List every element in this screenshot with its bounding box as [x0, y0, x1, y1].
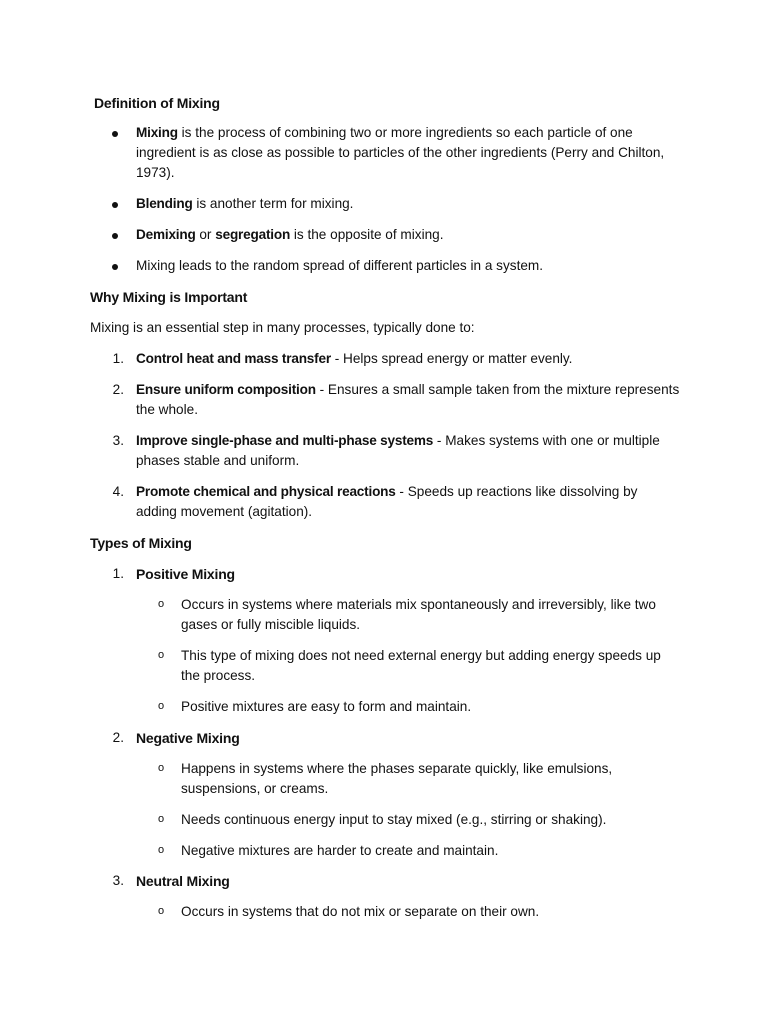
list-number: 2. [112, 382, 124, 397]
type-item: Occurs in systems that do not mix or separate on their own. [181, 904, 540, 919]
type-title-negative: Negative Mixing [136, 730, 240, 746]
definition-item-demixing [136, 225, 681, 245]
list-number: 3. [112, 433, 124, 448]
importance-item [136, 380, 681, 420]
list-number: 1. [112, 351, 124, 366]
bullet-o: o [158, 598, 165, 610]
importance-item-text: - Speeds up reactions like dissolving by adding movement (agitation). [136, 484, 638, 519]
type-item: This type of mixing does not need external energy but adding energy speeds up the process. [181, 648, 661, 683]
bullet-o: o [158, 762, 165, 774]
bullet-o: o [158, 844, 165, 856]
bullet-dot [112, 202, 118, 208]
type-title-positive: Positive Mixing [136, 566, 235, 582]
heading-definition: Definition of Mixing [94, 95, 220, 111]
bullet-dot [112, 233, 118, 239]
importance-item-title: Improve single-phase and multi-phase systems [136, 433, 434, 448]
type-item: Needs continuous energy input to stay mixed (e.g., stirring or shaking). [181, 812, 607, 827]
list-number: 3. [112, 873, 124, 888]
list-number: 2. [112, 730, 124, 745]
importance-item [136, 349, 681, 369]
term-demixing: Demixing [136, 227, 196, 242]
list-number: 1. [112, 566, 124, 581]
type-item: Happens in systems where the phases separate quickly, like emulsions, suspensions, or creams. [181, 761, 613, 796]
importance-item [136, 431, 681, 471]
definition-item-random: Mixing leads to the random spread of different particles in a system. [136, 258, 544, 273]
type-item: Positive mixtures are easy to form and maintain. [181, 699, 472, 714]
connector-text: or [195, 227, 216, 242]
bullet-dot [112, 131, 118, 137]
definition-text: is the process of combining two or more ingredients so each particle of one ingredient is as close as possible to particles of the other ingredients (Perry and Chilton, 1973). [136, 125, 665, 180]
definition-text: is another term for mixing. [192, 196, 354, 211]
importance-item-title: Control heat and mass transfer [136, 351, 331, 366]
list-number: 4. [112, 484, 124, 499]
bullet-o: o [158, 649, 165, 661]
type-item: Negative mixtures are harder to create and maintain. [181, 843, 499, 858]
heading-importance: Why Mixing is Important [90, 289, 248, 305]
importance-item [136, 482, 681, 522]
importance-item-text: - Makes systems with one or multiple phases stable and uniform. [136, 433, 660, 468]
term-mixing: Mixing [136, 125, 178, 140]
term-segregation: segregation [215, 227, 291, 242]
definition-text: is the opposite of mixing. [290, 227, 444, 242]
type-item: Occurs in systems where materials mix spontaneously and irreversibly, like two gases or fully miscible liquids. [181, 597, 656, 632]
importance-item-text: - Helps spread energy or matter evenly. [330, 351, 573, 366]
type-title-neutral: Neutral Mixing [136, 873, 230, 889]
importance-item-title: Promote chemical and physical reactions [136, 484, 396, 499]
term-blending: Blending [136, 196, 193, 211]
importance-intro: Mixing is an essential step in many processes, typically done to: [90, 320, 475, 335]
bullet-o: o [158, 813, 165, 825]
definition-item-blending [136, 194, 681, 214]
definition-item-mixing [136, 123, 681, 183]
importance-item-text: - Ensures a small sample taken from the mixture represents the whole. [136, 382, 680, 417]
bullet-dot [112, 264, 118, 270]
bullet-o: o [158, 905, 165, 917]
bullet-o: o [158, 700, 165, 712]
importance-item-title: Ensure uniform composition [136, 382, 316, 397]
heading-types: Types of Mixing [90, 535, 192, 551]
